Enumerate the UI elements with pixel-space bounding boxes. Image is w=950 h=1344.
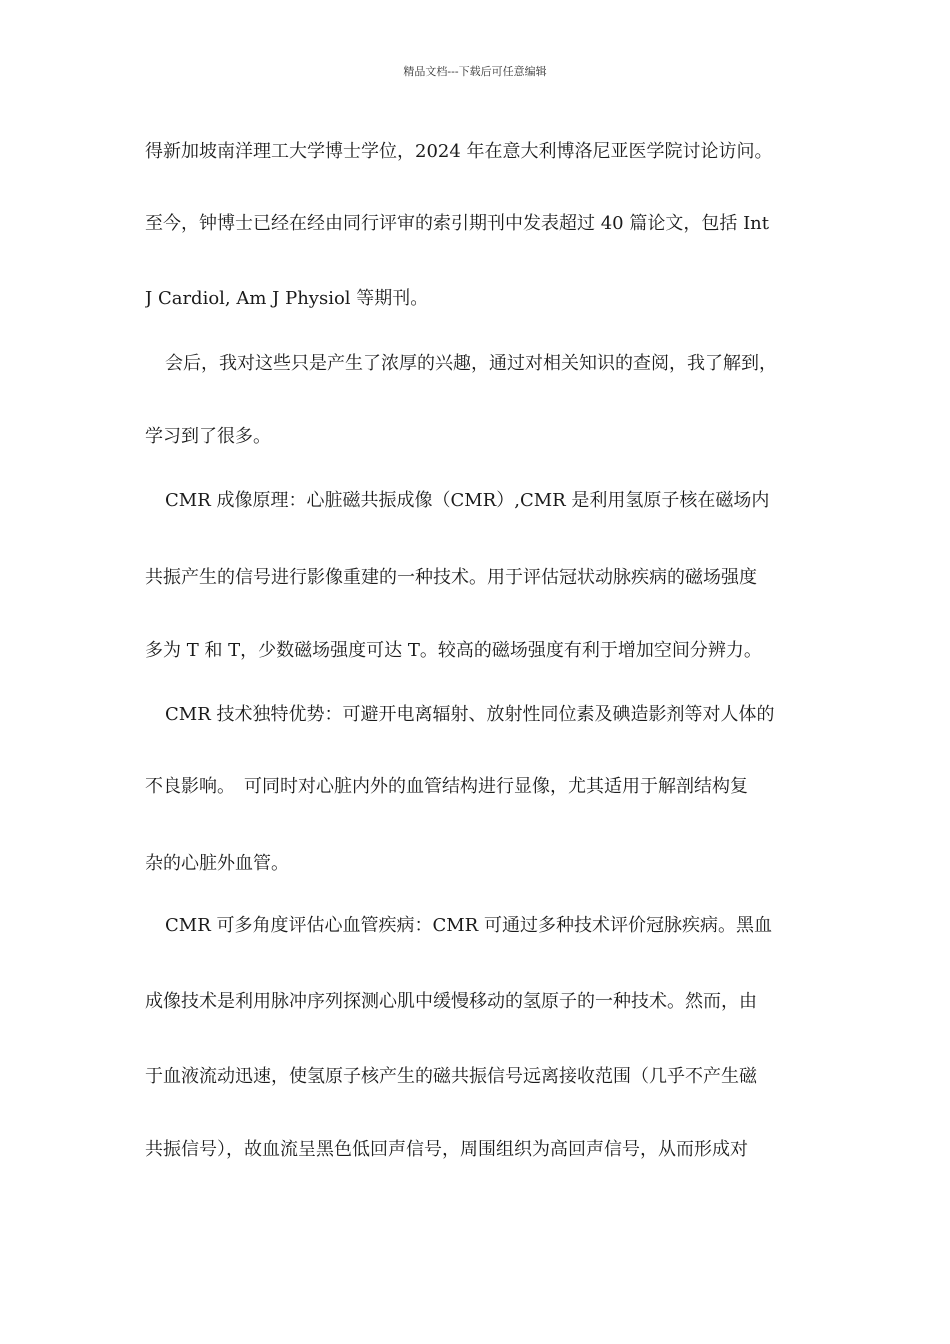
- text-line: 共振信号），故血流呈黑色低回声信号，周围组织为高回声信号，从而形成对: [145, 1139, 748, 1160]
- text-line: J Cardiol, Am J Physiol 等期刊。: [145, 288, 429, 309]
- text-line: 不良影响。 可同时对心脏内外的血管结构进行显像，尤其适用于解剖结构复: [145, 776, 748, 797]
- text-line: 得新加坡南洋理工大学博士学位，2024 年在意大利博洛尼亚医学院讨论访问。: [145, 141, 773, 162]
- paragraph-first-line: CMR 可多角度评估心血管疾病：CMR 可通过多种技术评价冠脉疾病。黑血: [165, 915, 772, 936]
- text-line: 共振产生的信号进行影像重建的一种技术。用于评估冠状动脉疾病的磁场强度: [145, 567, 757, 588]
- paragraph-first-line: 会后，我对这些只是产生了浓厚的兴趣，通过对相关知识的查阅，我了解到，: [165, 353, 777, 374]
- text-line: 杂的心脏外血管。: [145, 853, 289, 874]
- text-line: 学习到了很多。: [145, 426, 271, 447]
- text-line: 至今，钟博士已经在经由同行评审的索引期刊中发表超过 40 篇论文，包括 Int: [145, 213, 770, 234]
- text-line: 多为 T 和 T，少数磁场强度可达 T。较高的磁场强度有利于增加空间分辨力。: [145, 640, 762, 661]
- paragraph-first-line: CMR 技术独特优势：可避开电离辐射、放射性同位素及碘造影剂等对人体的: [165, 704, 775, 725]
- text-line: 于血液流动迅速，使氢原子核产生的磁共振信号远离接收范围（几乎不产生磁: [145, 1066, 757, 1087]
- paragraph-first-line: CMR 成像原理：心脏磁共振成像（CMR）,CMR 是利用氢原子核在磁场内: [165, 490, 770, 511]
- text-line: 成像技术是利用脉冲序列探测心肌中缓慢移动的氢原子的一种技术。然而，由: [145, 991, 757, 1012]
- page-header: 精品文档---下载后可任意编辑: [403, 65, 547, 78]
